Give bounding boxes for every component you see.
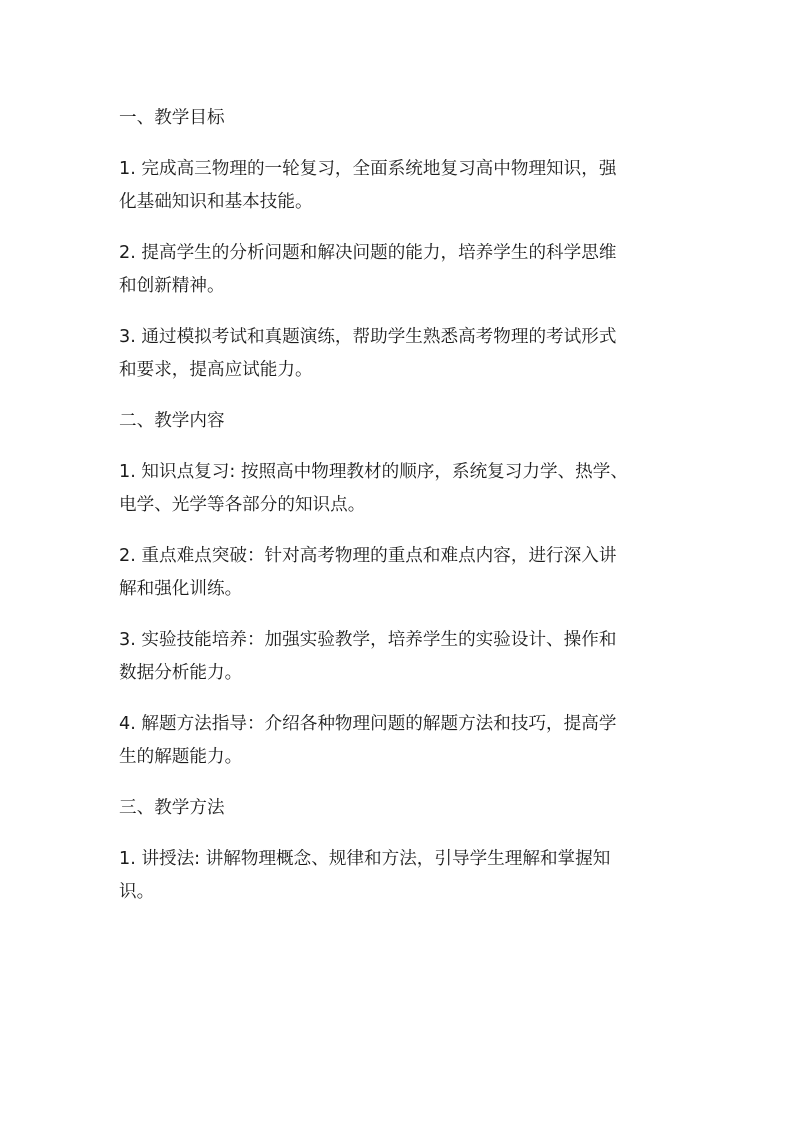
- paragraph-line: 2. 重点难点突破：针对高考物理的重点和难点内容，进行深入讲: [119, 546, 617, 566]
- paragraph-line: 化基础知识和基本技能。: [119, 192, 313, 212]
- paragraph-line: 和要求，提高应试能力。: [119, 360, 313, 380]
- paragraph-line: 1. 知识点复习: 按照高中物理教材的顺序，系统复习力学、热学、: [119, 462, 628, 482]
- document-body: [119, 102, 679, 909]
- paragraph-line: 1. 完成高三物理的一轮复习，全面系统地复习高中物理知识，强: [119, 159, 617, 179]
- paragraph-line: 3. 实验技能培养：加强实验教学，培养学生的实验设计、操作和: [119, 630, 617, 650]
- paragraph-line: 识。: [119, 882, 155, 902]
- paragraph-line: 和创新精神。: [119, 276, 225, 296]
- paragraph-line: 3. 通过模拟考试和真题演练，帮助学生熟悉高考物理的考试形式: [119, 327, 617, 347]
- paragraph: [119, 321, 679, 387]
- paragraph-line: 电学、光学等各部分的知识点。: [119, 495, 366, 515]
- paragraph-line: 生的解题能力。: [119, 747, 243, 767]
- paragraph-line: 2. 提高学生的分析问题和解决问题的能力，培养学生的科学思维: [119, 243, 617, 263]
- paragraph: [119, 624, 679, 690]
- section-heading: 一、教学目标: [119, 108, 225, 128]
- paragraph: [119, 456, 679, 522]
- paragraph: [119, 540, 679, 606]
- section-heading: 三、教学方法: [119, 798, 225, 818]
- paragraph: [119, 843, 679, 909]
- paragraph-line: 4. 解题方法指导：介绍各种物理问题的解题方法和技巧，提高学: [119, 714, 617, 734]
- paragraph-line: 解和强化训练。: [119, 579, 243, 599]
- paragraph-line: 1. 讲授法: 讲解物理概念、规律和方法，引导学生理解和掌握知: [119, 849, 611, 869]
- section-heading: 二、教学内容: [119, 411, 225, 431]
- paragraph: [119, 708, 679, 774]
- paragraph: [119, 153, 679, 219]
- paragraph-line: 数据分析能力。: [119, 663, 243, 683]
- paragraph: [119, 237, 679, 303]
